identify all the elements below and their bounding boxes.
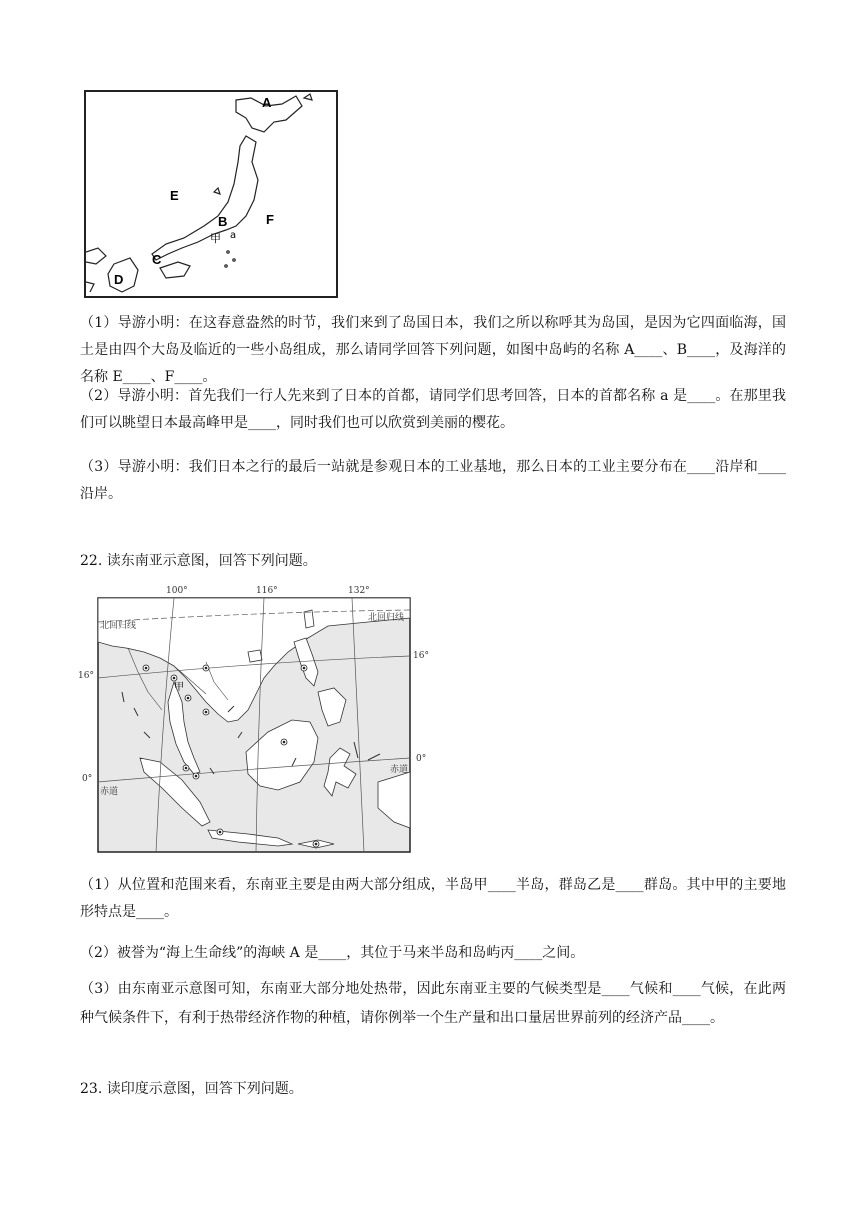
question-22-title: 22. 读东南亚示意图，回答下列问题。 — [80, 553, 317, 569]
japan-question-2: （2）导游小明：首先我们一行人先来到了日本的首都，请同学们思考回答，日本的首都名称 a 是____。在那里我们可以眺望日本最高峰甲是____，同时我们也可以欣赏到美丽的樱花。 — [80, 388, 786, 431]
lat-label-16-left: 16° — [78, 671, 94, 681]
lon-label-100: 100° — [166, 586, 188, 596]
japan-question-1: （1）导游小明：在这春意盎然的时节，我们来到了岛国日本，我们之所以称呼其为岛国，是因为它四面临海，国土是由四个大岛及临近的一些小岛组成，那么请同学回答下列问题，如图中岛屿的名称 A____、B____，及海洋的名称 E____、F____。 — [80, 315, 786, 385]
japan-map-svg — [86, 92, 336, 296]
question-23-title: 23. 读印度示意图，回答下列问题。 — [80, 1081, 303, 1097]
japan-label-a-upper: A — [262, 95, 272, 110]
japan-label-e: E — [170, 188, 179, 203]
japan-label-f: F — [266, 212, 274, 227]
southeast-asia-map-svg — [78, 582, 440, 854]
lon-label-116: 116° — [256, 586, 278, 596]
equator-label-right: 赤道 — [390, 765, 409, 775]
lat-label-0-right: 0° — [416, 754, 427, 764]
lat-label-0-left: 0° — [82, 774, 93, 784]
southeast-asia-map — [78, 582, 440, 854]
japan-map — [84, 90, 338, 298]
question-22-part-2: （2）被誉为“海上生命线”的海峡 A 是____，其位于马来半岛和岛屿丙____之间。 — [80, 945, 585, 961]
tropic-label-left: 北回归线 — [100, 621, 137, 631]
japan-label-jia: 甲 — [210, 232, 221, 245]
equator-label-left: 赤道 — [100, 787, 119, 797]
japan-label-d: D — [114, 272, 124, 287]
tropic-label-right: 北回归线 — [368, 613, 405, 623]
japan-label-a-lower: a — [230, 230, 237, 241]
japan-question-3: （3）导游小明：我们日本之行的最后一站就是参观日本的工业基地，那么日本的工业主要分布在____沿岸和____沿岸。 — [80, 459, 786, 502]
question-22-part-3: （3）由东南亚示意图可知，东南亚大部分地处热带，因此东南亚主要的气候类型是____气候和____气候，在此两种气候条件下，有利于热带经济作物的种植，请你例举一个生产量和出口量居世界前列的经济产品____。 — [80, 981, 786, 1026]
japan-label-c: C — [152, 252, 162, 267]
lat-label-16-right: 16° — [413, 651, 429, 661]
question-22-part-1: （1）从位置和范围来看，东南亚主要是由两大部分组成，半岛甲____半岛，群岛乙是____群岛。其中甲的主要地形特点是____。 — [80, 877, 786, 920]
lon-label-132: 132° — [348, 586, 370, 596]
japan-label-b: B — [218, 214, 228, 229]
map-label-jia: 甲 — [174, 682, 184, 693]
